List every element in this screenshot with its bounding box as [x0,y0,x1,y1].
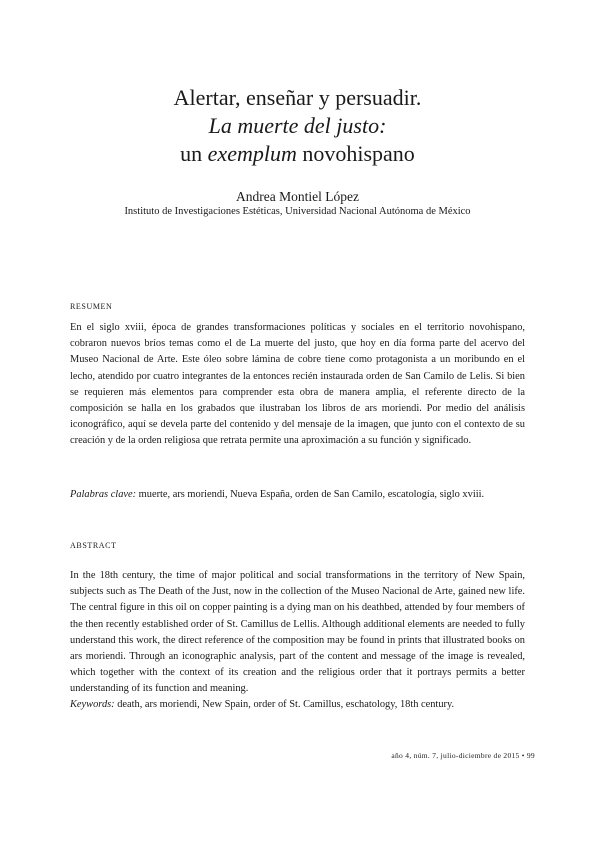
title-line-3-em: exemplum [207,141,297,166]
title-line-2 [60,112,535,140]
article-title [60,84,535,168]
resumen-heading: RESUMEN [70,302,113,311]
resumen-keywords [70,487,525,503]
title-line-1: Alertar, enseñar y persuadir. [173,85,422,110]
abstract-keywords-text: death, ars moriendi, New Spain, order of St. Camillus, eschatology, 18th century. [114,699,455,710]
author-name: Andrea Montiel López [236,189,359,204]
abstract-keywords [70,697,525,713]
resumen-paragraph: En el siglo xviii, época de grandes transformaciones políticas y sociales en el territorio novohispano, cobraron nuevos bríos temas como el de La muerte del justo, que hoy en día forma parte del acervo del Museo Nacional de Arte. Este óleo sobre lámina de cobre tiene como protagonista a un moribundo en el lecho, atendido por cuatro integrantes de la entonces recién instaurada orden de San Camilo de Lelis. Si bien se requieren más elementos para comprender esta obra de manera amplia, el referente directo de la composición se halla en los grabados que ilustraban los libros de ars moriendi. Por medio del análisis iconográfico, aquí se devela parte del contenido y del mensaje de la imagen, que junto con el contexto de su creación y de la orden religiosa que retrata permite una aproximación a su función y significado. [70,322,525,447]
abstract-heading: ABSTRACT [70,541,117,550]
title-line-3-pre: un [180,141,208,166]
resumen-keywords-text: muerte, ars moriendi, Nueva España, orden de San Camilo, escatología, siglo xviii. [136,489,485,500]
page-footer: año 4, núm. 7, julio-diciembre de 2015 • 99 [391,751,535,760]
title-line-3-post: novohispano [296,141,415,166]
abstract-keywords-label: Keywords: [70,699,115,710]
abstract-paragraph: In the 18th century, the time of major political and social transformations in the territory of New Spain, subjects such as The Death of the Just, now in the collection of the Museo Nacional de Arte, gained new life. The central figure in this oil on copper painting is a dying man on his deathbed, attended by four members of the then recently established order of St. Camillus de Lellis. Although additional elements are needed to fully understand this work, the direct reference of the composition may be found in prints that illustrated books on ars moriendi. Through an iconographic analysis, part of the content and message of the image is revealed, which together with the context of its creation and the religious order that it portrays permits a better understanding of its function and meaning. [70,570,525,695]
author-affiliation: Instituto de Investigaciones Estéticas, Universidad Nacional Autónoma de México [124,206,471,217]
title-line-2-italic: La muerte del justo: [208,113,387,138]
resumen-keywords-label: Palabras clave: [70,489,137,500]
title-line-3 [60,140,535,168]
